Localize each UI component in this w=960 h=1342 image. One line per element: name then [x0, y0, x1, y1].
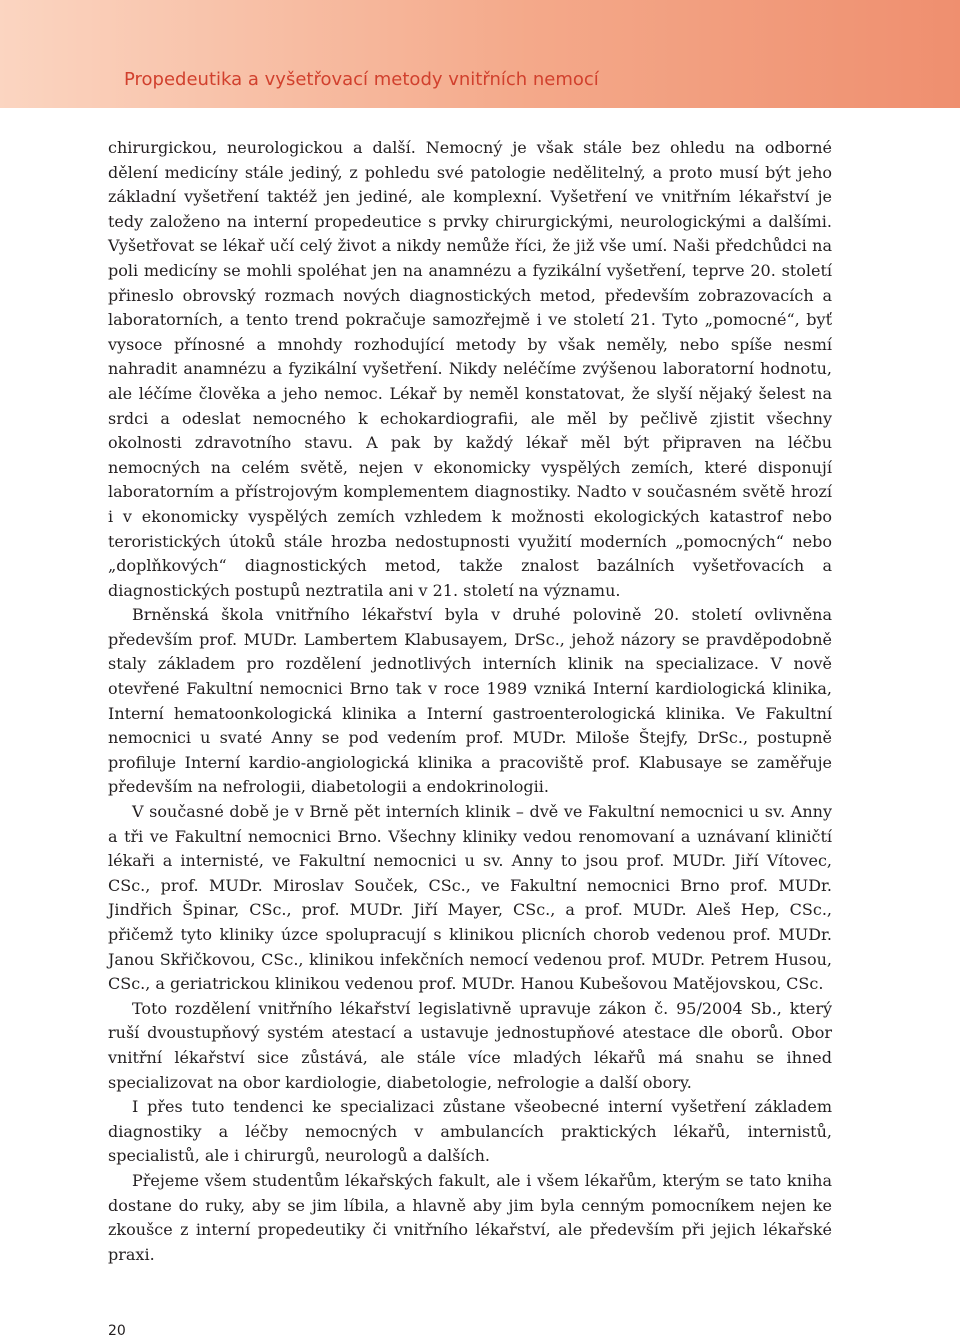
paragraph-specialization: I přes tuto tendenci ke specializaci zůstane všeobecné interní vyšetření základem diagnostiky a léčby nemocných v ambulancích praktických lékařů, internistů, specialistů, ale i chirurgů, neurologů a dalších.	[108, 1097, 832, 1166]
body-text	[108, 136, 832, 1267]
paragraph-continued: chirurgickou, neurologickou a další. Nemocný je však stále bez ohledu na odborné dělení medicíny stále jediný, z pohledu své patologie nedělitelný, a proto musí být jeho základní vyšetření taktéž jen jediné, ale komplexní. Vyšetření ve vnitřním lékařství je tedy založeno na interní propedeutice s prvky chirurgickými, neurologickými a dalšími. Vyšetřovat se lékař učí celý život a nikdy nemůže říci, že již vše umí. Naši předchůdci na poli medicíny se mohli spoléhat jen na anamnézu a fyzikální vyšetření, teprve 20. století přineslo obrovský rozmach nových diagnostických metod, především zobrazovacích a laboratorních, a tento trend pokračuje samozřejmě i ve století 21. Tyto „pomocné“, byť vysoce přínosné a mnohdy rozhodující metody by však neměly, nebo spíše nesmí nahradit anamnézu a fyzikální vyšetření. Nikdy neléčíme zvýšenou laboratorní hodnotu, ale léčíme člověka a jeho nemoc. Lékař by neměl konstatovat, že slyší nějaký šelest na srdci a odeslat nemocného k echokardiografii, ale měl by pečlivě zjistit všechny okolnosti zdravotního stavu. A pak by každý lékař měl být připraven na léčbu nemocných na celém světě, nejen v ekonomicky vyspělých zemích, které disponují laboratorním a přístrojovým komplementem diagnostiky. Nadto v současném světě hrozí i v ekonomicky vyspělých zemích vzhledem k možnosti ekologických katastrof nebo teroristických útoků stále hrozba nedostupnosti využití moderních „pomocných“ nebo „doplňkových“ diagnostických metod, takže znalost bazálních vyšetřovacích a diagnostických postupů neztratila ani v 21. století na významu.	[108, 138, 832, 600]
header-band	[0, 0, 960, 108]
paragraph-brno-school: Brněnská škola vnitřního lékařství byla v druhé polovině 20. století ovlivněna především prof. MUDr. Lambertem Klabusayem, DrSc., jehož názory se pravděpodobně staly základem pro rozdělení jednotlivých interních klinik na specializace. V nově otevřené Fakultní nemocnici Brno tak v roce 1989 vzniká Interní kardiologická klinika, Interní hematoonkologická klinika a Interní gastroenterologická klinika. Ve Fakultní nemocnici u svaté Anny se pod vedením prof. MUDr. Miloše Štejfy, DrSc., postupně profiluje Interní kardio-angiologická klinika a pracoviště prof. Klabusaye se zaměřuje především na nefrologii, diabetologii a endokrinologii.	[108, 605, 832, 797]
paragraph-legislation: Toto rozdělení vnitřního lékařství legislativně upravuje zákon č. 95/2004 Sb., který ruší dvoustupňový systém atestací a ustavuje jednostupňové atestace dle oborů. Obor vnitřní lékařství sice zůstává, ale stále více mladých lékařů má snahu se ihned specializovat na obor kardiologie, diabetologie, nefrologie a další obory.	[108, 998, 832, 1092]
paragraph-wishes: Přejeme všem studentům lékařských fakult, ale i všem lékařům, kterým se tato kniha dostane do ruky, aby se jim líbila, a hlavně aby jim byla cenným pomocníkem nejen ke zkoušce z interní propedeutiky či vnitřního lékařství, ale především při jejich lékařské praxi.	[108, 1170, 832, 1264]
running-header-title: Propedeutika a vyšetřovací metody vnitřních nemocí	[124, 69, 599, 90]
paragraph-current-clinics: V současné době je v Brně pět interních klinik – dvě ve Fakultní nemocnici u sv. Anny a tři ve Fakultní nemocnici Brno. Všechny kliniky vedou renomovaní a uznávaní kliničtí lékaři a internisté, ve Fakultní nemocnici u sv. Anny to jsou prof. MUDr. Jiří Vítovec, CSc., prof. MUDr. Miroslav Souček, CSc., ve Fakultní nemocnici Brno prof. MUDr. Jindřich Špinar, CSc., prof. MUDr. Jiří Mayer, CSc., a prof. MUDr. Aleš Hep, CSc., přičemž tyto kliniky úzce spolupracují s klinikou plicních chorob vedenou prof. MUDr. Janou Skřičkovou, CSc., klinikou infekčních nemocí vedenou prof. MUDr. Petrem Husou, CSc., a geriatrickou klinikou vedenou prof. MUDr. Hanou Kubešovou Matějovskou, CSc.	[108, 802, 832, 994]
page-number: 20	[108, 1323, 126, 1339]
